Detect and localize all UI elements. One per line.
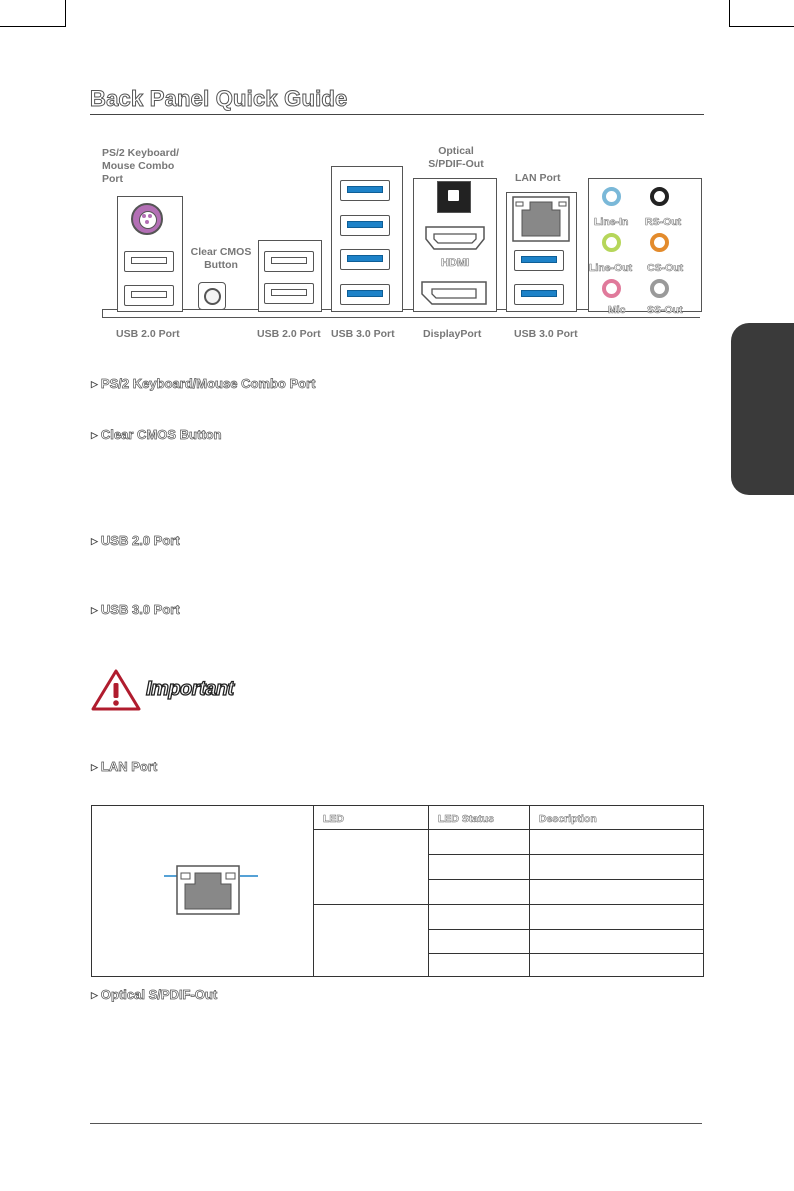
table-header-description: Description — [539, 813, 597, 825]
usb2-port — [264, 283, 314, 304]
lan-port — [512, 196, 570, 242]
usb2-port — [264, 251, 314, 272]
rs-out-label: RS-Out — [645, 216, 682, 228]
usb3-bottom-label: USB 3.0 Port — [331, 328, 395, 340]
important-label: Important — [146, 678, 234, 700]
ps2-label: PS/2 Keyboard/ Mouse Combo Port — [102, 147, 180, 185]
page-title: Back Panel Quick Guide — [90, 86, 348, 111]
hdmi-label: HDMI — [440, 257, 470, 269]
displayport-bottom-label: DisplayPort — [423, 328, 482, 340]
title-rule — [90, 114, 704, 115]
line-out-jack — [602, 233, 621, 252]
line-in-label: Line-In — [594, 216, 629, 228]
ps2-port — [131, 203, 163, 235]
usb3-port — [514, 250, 564, 271]
section-heading-usb2: ▷ USB 2.0 Port — [91, 533, 180, 548]
usb3-port — [340, 215, 390, 236]
table-header-led-status: LED Status — [438, 813, 495, 825]
line-out-label: Line-Out — [589, 262, 633, 274]
usb3-port — [340, 249, 390, 270]
ss-out-jack — [650, 279, 669, 298]
table-header-led: LED — [323, 813, 344, 825]
mic-jack — [602, 279, 621, 298]
usb2-bottom-label: USB 2.0 Port — [116, 328, 180, 340]
lan-label: LAN Port — [515, 172, 561, 184]
clear-cmos-button — [198, 282, 226, 310]
usb3-bottom-label: USB 3.0 Port — [514, 328, 578, 340]
mic-label: Mic — [608, 304, 626, 316]
section-heading-lan: ▷ LAN Port — [91, 759, 158, 774]
optical-label: Optical S/PDIF-Out — [428, 145, 484, 170]
section-heading-clear-cmos: ▷ Clear CMOS Button — [91, 427, 222, 442]
warning-icon — [90, 668, 142, 712]
rs-out-jack — [650, 187, 669, 206]
clear-cmos-label: Clear CMOS Button — [190, 246, 252, 271]
section-heading-optical: ▷ Optical S/PDIF-Out — [91, 987, 218, 1002]
displayport-port — [418, 280, 490, 306]
cs-out-jack — [650, 233, 669, 252]
usb3-port — [340, 284, 390, 305]
usb2-bottom-label: USB 2.0 Port — [257, 328, 321, 340]
hdmi-port — [424, 225, 486, 251]
usb2-port — [124, 285, 174, 306]
crop-mark — [0, 26, 65, 27]
lan-port-illustration — [162, 864, 262, 916]
ss-out-label: SS-Out — [647, 304, 683, 316]
line-in-jack — [602, 187, 621, 206]
usb3-port — [340, 180, 390, 201]
crop-mark — [729, 26, 794, 27]
optical-spdif-port — [437, 181, 471, 213]
usb2-port — [124, 251, 174, 272]
section-heading-ps2: ▷ PS/2 Keyboard/Mouse Combo Port — [91, 376, 316, 391]
crop-mark — [65, 0, 66, 27]
chapter-side-tab — [731, 323, 794, 495]
usb3-port — [514, 284, 564, 305]
lan-led-table — [91, 805, 704, 977]
crop-mark — [729, 0, 730, 27]
cs-out-label: CS-Out — [647, 262, 684, 274]
footer-rule — [90, 1123, 702, 1124]
section-heading-usb3: ▷ USB 3.0 Port — [91, 602, 180, 617]
